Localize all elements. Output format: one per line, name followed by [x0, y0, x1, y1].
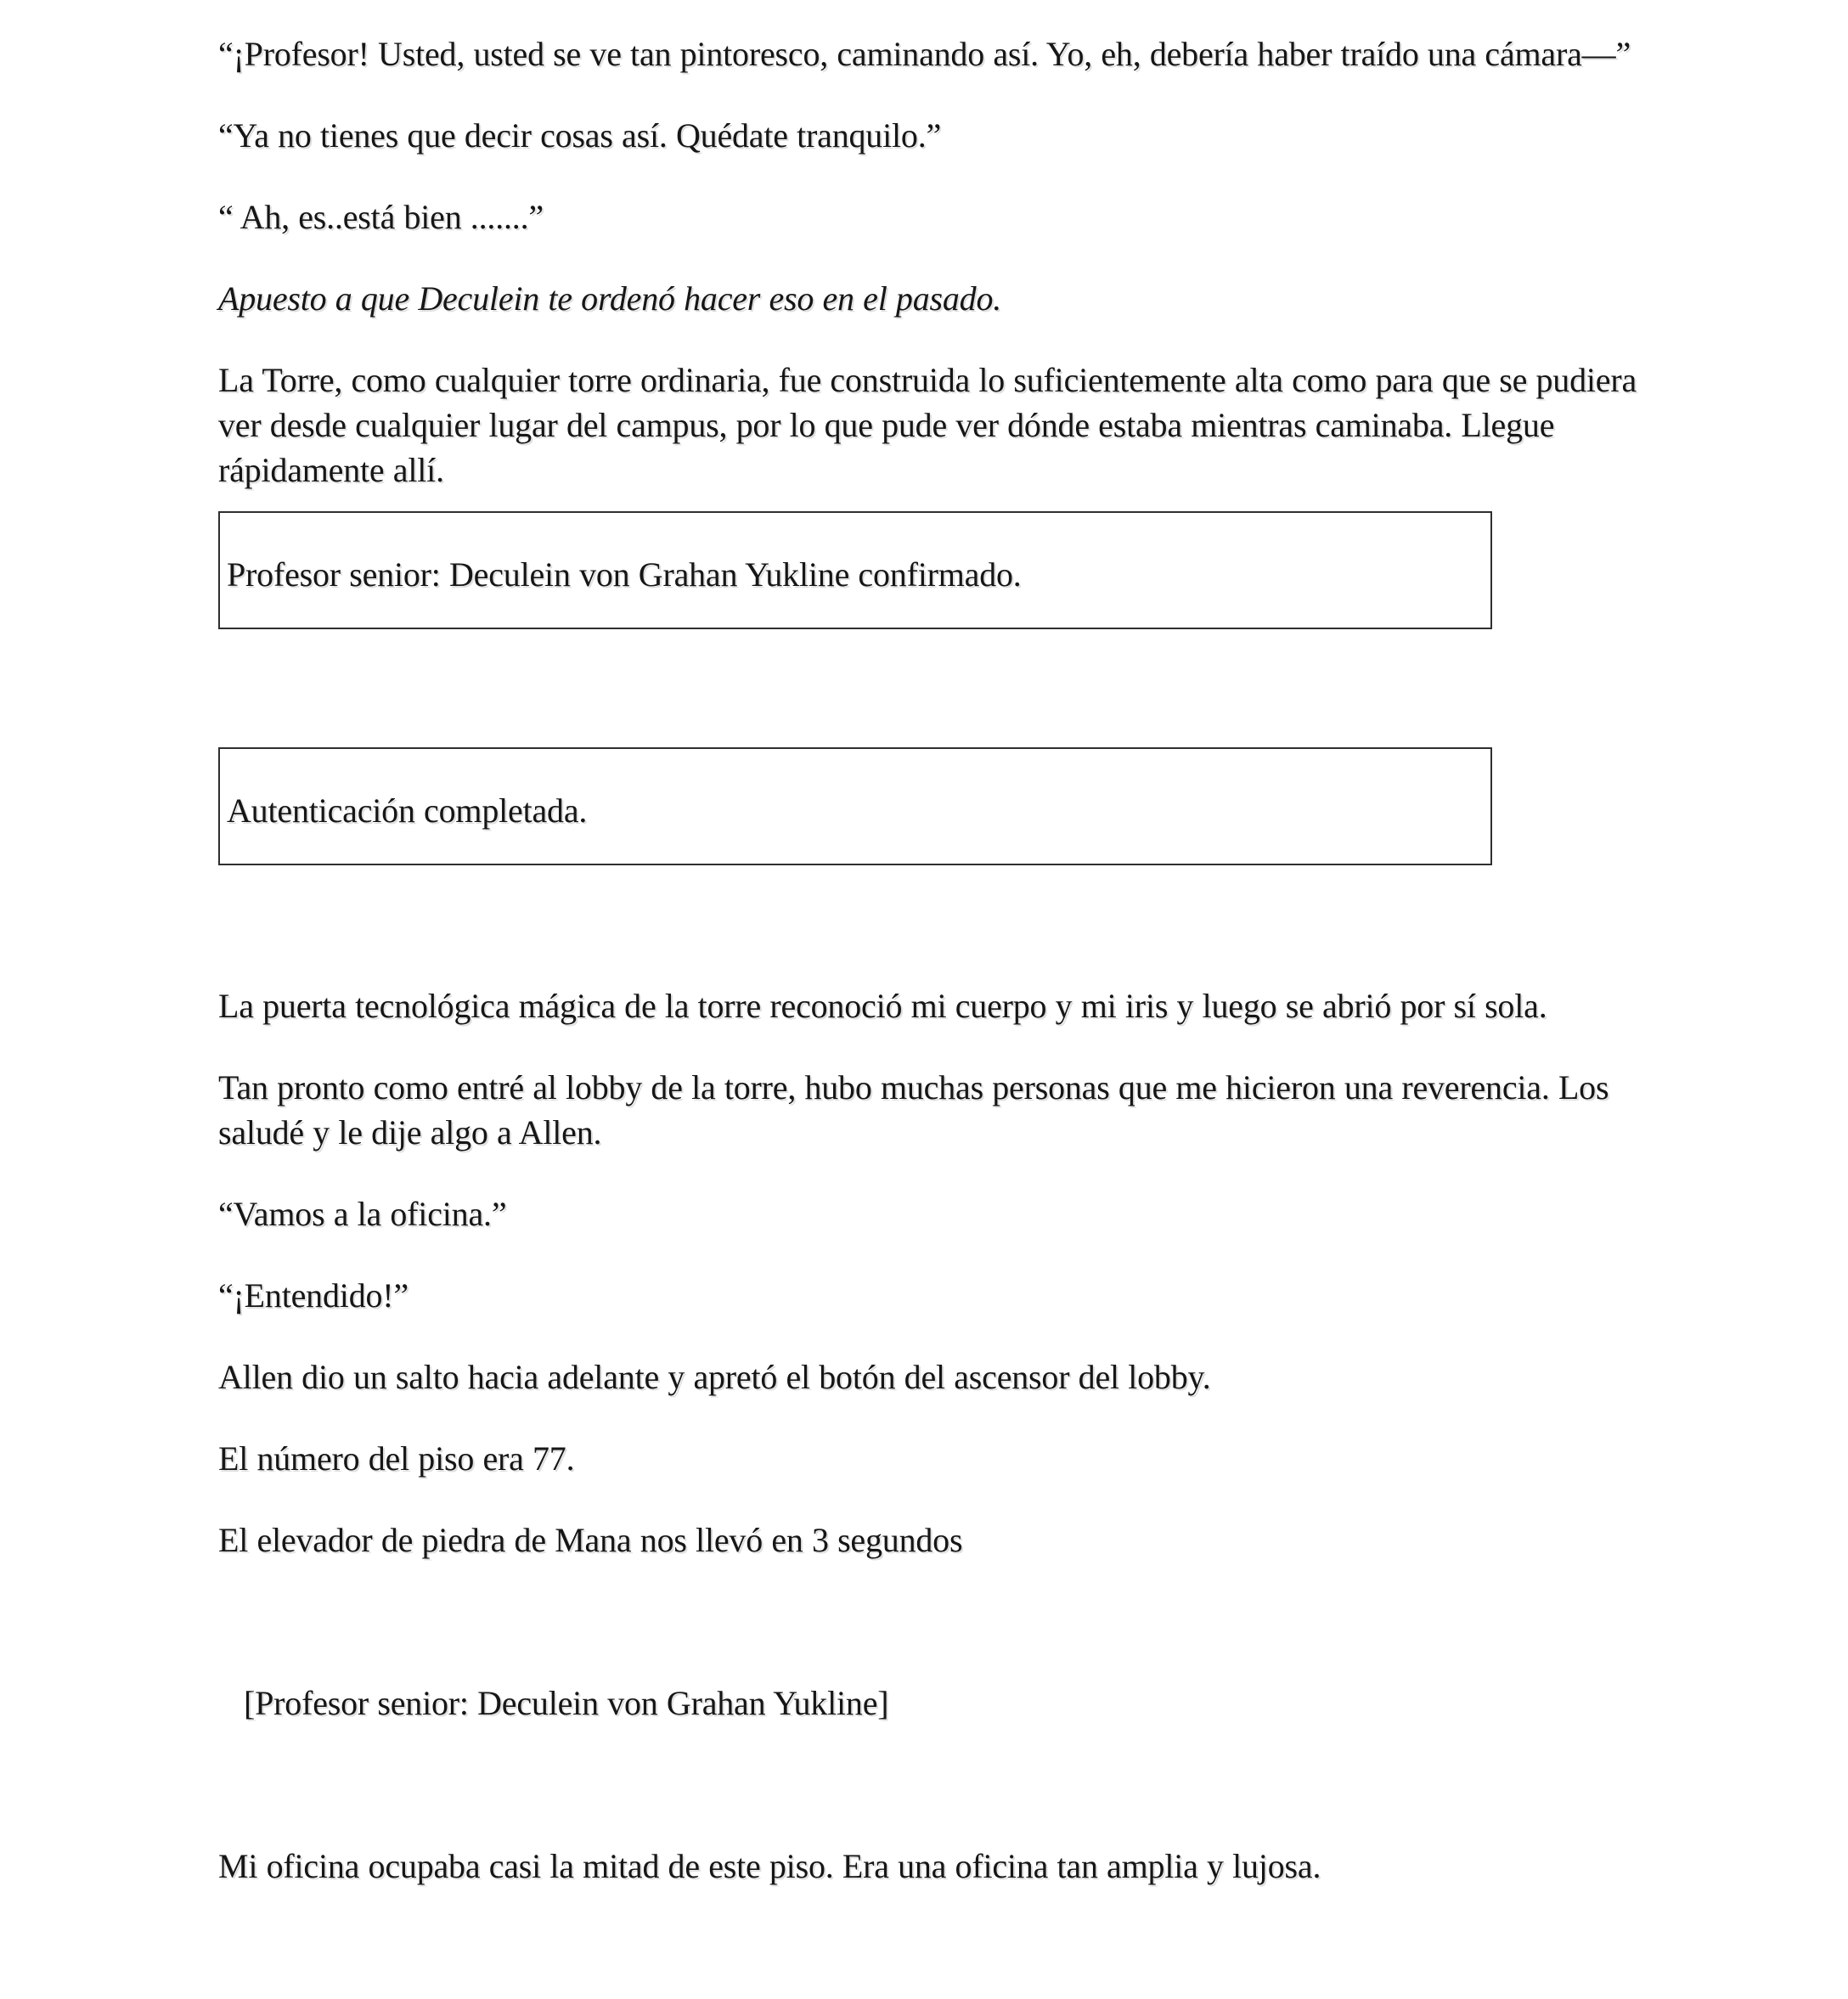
paragraph-inner-thought: Apuesto a que Deculein te ordenó hacer eso en el pasado. [218, 279, 1002, 318]
paragraph-mi-oficina: Mi oficina ocupaba casi la mitad de este piso. Era una oficina tan amplia y lujosa. [218, 1847, 1321, 1885]
paragraph-dialogue-ya-no-tienes: “Ya no tienes que decir cosas así. Quédate tranquilo.” [218, 116, 942, 155]
blank-line [218, 1762, 1848, 1807]
paragraph-dialogue-ah-esta-bien: “ Ah, es..está bien .......” [218, 198, 544, 236]
paragraph-dialogue-entendido: “¡Entendido!” [218, 1276, 408, 1315]
blank-line [218, 1599, 1848, 1644]
paragraph-nameplate-bracket: [Profesor senior: Deculein von Grahan Yukline] [244, 1684, 889, 1722]
status-box-authentication-complete-text: Autenticación completada. [227, 791, 588, 830]
paragraph-allen-boton-ascensor: Allen dio un salto hacia adelante y apretó el botón del ascensor del lobby. [218, 1358, 1211, 1396]
paragraph-lobby-reverencia: Tan pronto como entré al lobby de la torre, hubo muchas personas que me hicieron una reverencia. Los saludé y le dije algo a Allen. [218, 1068, 1609, 1152]
blank-line [218, 666, 1848, 711]
paragraph-dialogue-professor-picturesque: “¡Profesor! Usted, usted se ve tan pintoresco, caminando así. Yo, eh, debería haber traído una cámara—” [218, 35, 1631, 73]
paragraph-elevador-mana: El elevador de piedra de Mana nos llevó en 3 segundos [218, 1521, 963, 1559]
blank-line [218, 902, 1848, 947]
status-box-professor-confirmed-text: Profesor senior: Deculein von Grahan Yukline confirmado. [227, 555, 1022, 594]
status-box-authentication-complete [218, 747, 1492, 865]
paragraph-la-torre: La Torre, como cualquier torre ordinaria, fue construida lo suficientemente alta como para que se pudiera ver desde cualquier lugar del campus, por lo que pude ver dónde estaba mientras caminaba. Llegue rápidamente allí. [218, 361, 1637, 489]
paragraph-puerta-tecnologica: La puerta tecnológica mágica de la torre reconoció mi cuerpo y mi iris y luego se abrió por sí sola. [218, 987, 1547, 1025]
paragraph-dialogue-vamos-oficina: “Vamos a la oficina.” [218, 1195, 507, 1233]
status-box-professor-confirmed [218, 511, 1492, 629]
paragraph-numero-piso-77: El número del piso era 77. [218, 1439, 575, 1478]
